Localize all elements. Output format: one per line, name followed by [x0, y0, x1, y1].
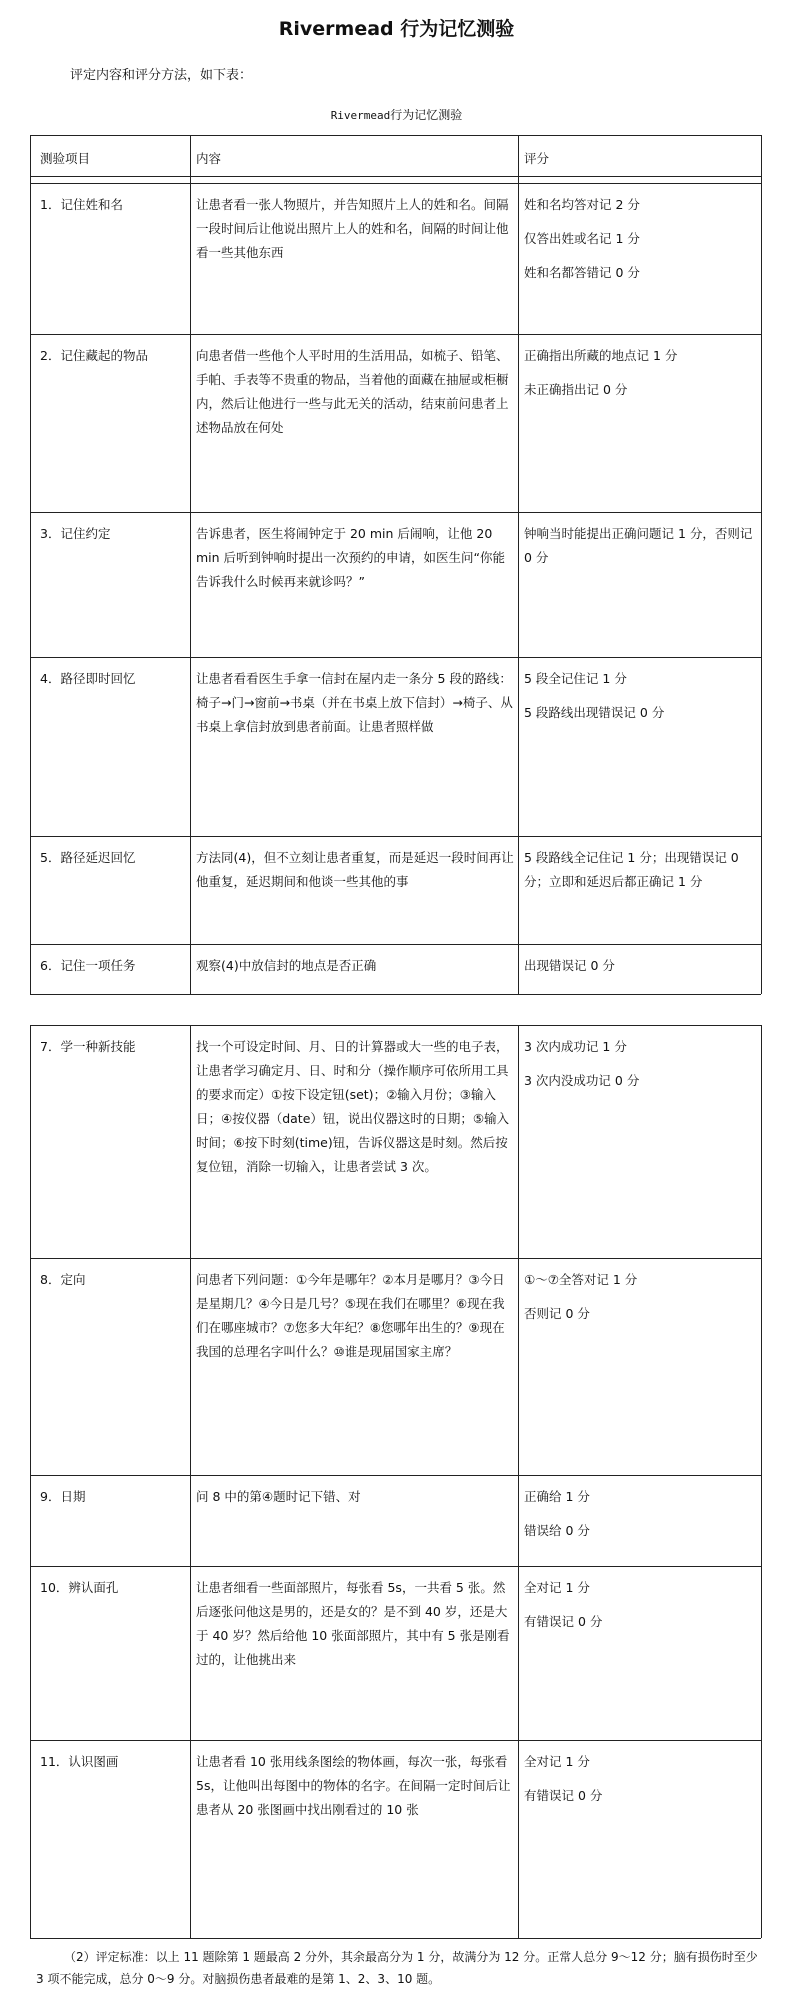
row-score: [524, 522, 758, 570]
score-line: 5 段全记住记 1 分: [524, 671, 627, 686]
score-line: 全对记 1 分: [524, 1754, 590, 1769]
score-line: 有错误记 0 分: [524, 1788, 603, 1803]
table-column-rule: [190, 135, 191, 994]
row-content: 让患者看一张人物照片，并告知照片上人的姓和名。间隔一段时间后让他说出照片上人的姓和名，间隔的时间让他看一些其他东西: [196, 197, 509, 260]
row-score: [524, 1750, 758, 1808]
row-item: 9．日期: [40, 1489, 86, 1504]
row-item: 5．路径延迟回忆: [40, 850, 136, 865]
score-line: 钟响当时能提出正确问题记 1 分，否则记 0 分: [524, 526, 753, 565]
row-content: 方法同(4)，但不立刻让患者重复，而是延迟一段时间再让他重复，延迟期间和他谈一些其他的事: [196, 850, 514, 889]
score-line: 5 段路线全记住记 1 分；出现错误记 0 分；立即和延迟后都正确记 1 分: [524, 850, 739, 889]
row-content: 向患者借一些他个人平时用的生活用品，如梳子、铅笔、手帕、手表等不贵重的物品，当着他的面藏在抽屉或柜橱内，然后让他进行一些与此无关的活动，结束前问患者上述物品放在何处: [196, 348, 509, 435]
table-column-rule: [761, 135, 762, 994]
row-score: [524, 193, 758, 285]
scoring-footnote: （2）评定标准：以上 11 题除第 1 题最高 2 分外，其余最高分为 1 分，故满分为 12 分。正常人总分 9～12 分；脑有损伤时至少 3 项不能完成，总分 0～9 分。对脑损伤患者最难的是第 1、2、3、10 题。: [36, 1950, 758, 1986]
row-item: 4．路径即时回忆: [40, 671, 136, 686]
score-line: 出现错误记 0 分: [524, 958, 615, 973]
table-rule: [30, 1566, 761, 1567]
table-rule: [30, 176, 761, 177]
row-score: [524, 954, 758, 978]
score-line: 姓和名均答对记 2 分: [524, 197, 640, 212]
row-score: [524, 344, 758, 402]
header-item: 测验项目: [40, 151, 91, 166]
row-content: 问 8 中的第④题时记下错、对: [196, 1489, 361, 1504]
table-rule: [30, 836, 761, 837]
table-column-rule: [518, 1025, 519, 1938]
header-score: 评分: [524, 151, 550, 166]
intro-text: 评定内容和评分方法，如下表：: [70, 68, 253, 83]
table-rule: [30, 657, 761, 658]
table-caption-latin: Rivermead: [330, 109, 391, 122]
row-score: [524, 667, 758, 725]
row-score: [524, 846, 758, 894]
score-line: 有错误记 0 分: [524, 1614, 603, 1629]
row-item: 6．记住一项任务: [40, 958, 136, 973]
score-line: 3 次内没成功记 0 分: [524, 1073, 640, 1088]
row-score: [524, 1268, 758, 1326]
row-item: 10．辨认面孔: [40, 1580, 119, 1595]
table-rule: [30, 1475, 761, 1476]
row-content: 让患者看看医生手拿一信封在屋内走一条分 5 段的路线：椅子→门→窗前→书桌（并在书桌上放下信封）→椅子、从书桌上拿信封放到患者前面。让患者照样做: [196, 671, 513, 734]
table-column-rule: [190, 1025, 191, 1938]
score-line: 正确给 1 分: [524, 1489, 590, 1504]
row-item: 3．记住约定: [40, 526, 111, 541]
row-content: 让患者看 10 张用线条图绘的物体画，每次一张，每张看 5s，让他叫出每图中的物体的名字。在间隔一定时间后让患者从 20 张图画中找出刚看过的 10 张: [196, 1754, 511, 1817]
row-content: 告诉患者，医生将闹钟定于 20 min 后闹响，让他 20 min 后听到钟响时提出一次预约的申请，如医生问“你能告诉我什么时候再来就诊吗？”: [196, 526, 506, 589]
table-column-rule: [518, 135, 519, 994]
row-score: [524, 1576, 758, 1634]
row-score: [524, 1035, 758, 1093]
score-line: 全对记 1 分: [524, 1580, 590, 1595]
row-content: 找一个可设定时间、月、日的计算器或大一些的电子表，让患者学习确定月、日、时和分（操作顺序可依所用工具的要求而定）①按下设定钮(set)；②输入月份；③输入日；④按仪器（date）钮，说出仪器这时的日期；⑤输入时间；⑥按下时刻(time)钮，告诉仪器这是时刻。然后按复位钮，消除一切输入，让患者尝试 3 次。: [196, 1039, 510, 1174]
table-column-rule: [30, 135, 31, 994]
table-rule: [30, 1740, 761, 1741]
row-item: 8．定向: [40, 1272, 86, 1287]
table-column-rule: [30, 1025, 31, 1938]
table-rule: [30, 1258, 761, 1259]
row-item: 11．认识图画: [40, 1754, 119, 1769]
score-line: 5 段路线出现错误记 0 分: [524, 705, 665, 720]
score-line: 正确指出所藏的地点记 1 分: [524, 348, 678, 363]
score-line: 3 次内成功记 1 分: [524, 1039, 627, 1054]
table-rule: [30, 334, 761, 335]
row-item: 7．学一种新技能: [40, 1039, 136, 1054]
score-line: 错误给 0 分: [524, 1523, 590, 1538]
table-rule: [30, 1025, 761, 1026]
row-content: 观察(4)中放信封的地点是否正确: [196, 958, 377, 973]
row-score: [524, 1485, 758, 1543]
table-column-rule: [761, 1025, 762, 1938]
row-content: 问患者下列问题：①今年是哪年？②本月是哪月？③今日是星期几？④今日是几号？⑤现在我们在哪里？⑥现在我们在哪座城市？⑦您多大年纪？⑧您哪年出生的？⑨现在我国的总理名字叫什么？⑩谁是现届国家主席？: [196, 1272, 505, 1359]
table-rule: [30, 1938, 761, 1939]
score-line: 姓和名都答错记 0 分: [524, 265, 640, 280]
table-rule: [30, 183, 761, 184]
row-item: 2．记住藏起的物品: [40, 348, 148, 363]
score-line: 否则记 0 分: [524, 1306, 590, 1321]
row-item: 1．记住姓和名: [40, 197, 123, 212]
page-title: Rivermead 行为记忆测验: [278, 18, 515, 40]
table-caption-chinese: 行为记忆测验: [390, 108, 463, 122]
table-rule: [30, 944, 761, 945]
score-line: 仅答出姓或名记 1 分: [524, 231, 640, 246]
row-content: 让患者细看一些面部照片，每张看 5s，一共看 5 张。然后逐张问他这是男的，还是女的？是不到 40 岁，还是大于 40 岁？然后给他 10 张面部照片，其中有 5 张是刚看过的，让他挑出来: [196, 1580, 510, 1667]
score-line: ①～⑦全答对记 1 分: [524, 1272, 638, 1287]
table-caption: [0, 106, 793, 123]
header-content: 内容: [196, 151, 222, 166]
table-rule: [30, 512, 761, 513]
table-rule: [30, 994, 761, 995]
score-line: 未正确指出记 0 分: [524, 382, 628, 397]
table-rule: [30, 135, 761, 136]
